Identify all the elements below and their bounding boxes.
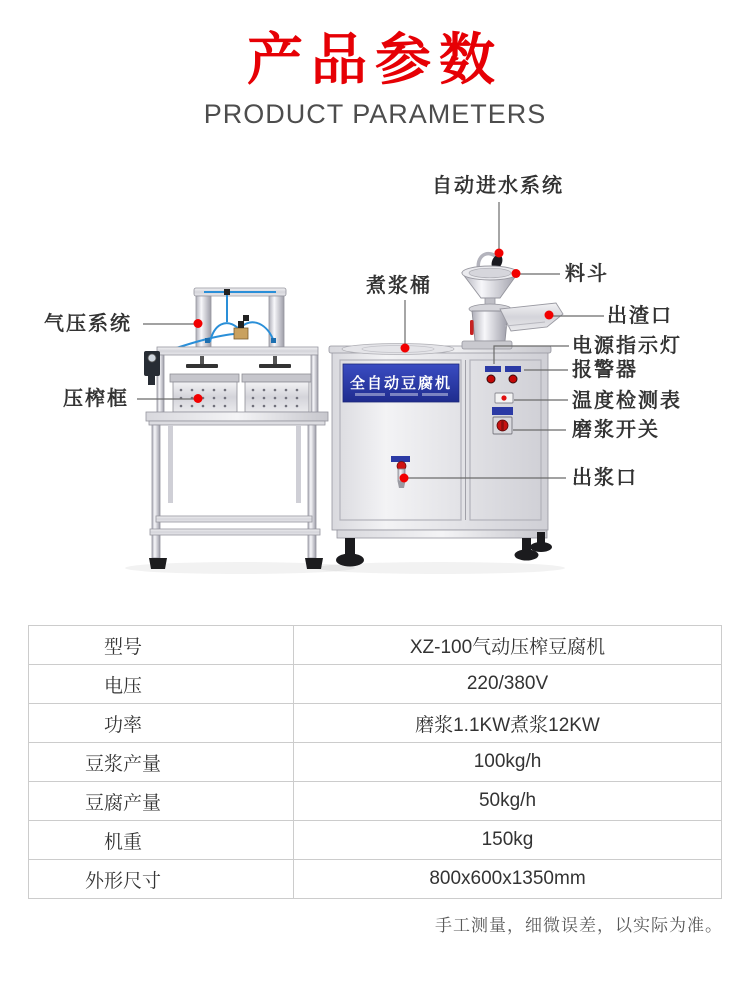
label-grinding-switch: 磨浆开关: [572, 419, 660, 441]
label-temperature-gauge: 温度检测表: [572, 390, 682, 412]
table-row: [29, 626, 722, 665]
spec-label: 豆腐产量: [84, 792, 161, 814]
spec-value: 800x600x1350mm: [294, 860, 722, 899]
temperature-gauge-widget: [495, 393, 513, 403]
table-row: [29, 821, 722, 860]
page-title: 产品参数: [247, 27, 503, 93]
label-alarm: 报警器: [572, 359, 638, 381]
label-pulp-outlet: 出浆口: [572, 467, 638, 489]
label-press-frame: 压榨框: [63, 388, 129, 410]
spec-label: 电压: [103, 675, 142, 697]
table-row: [29, 665, 722, 704]
table-row: [29, 860, 722, 899]
spec-label: 型号: [103, 636, 142, 658]
spec-value: 磨浆1.1KW煮浆12KW: [294, 704, 722, 743]
table-row: [29, 782, 722, 821]
table-row: [29, 743, 722, 782]
spec-value: 150kg: [294, 821, 722, 860]
spec-value: XZ-100气动压榨豆腐机: [294, 626, 722, 665]
air-valve: [234, 328, 248, 339]
label-boiling-barrel: 煮浆桶: [366, 275, 432, 297]
machine-illustration: [0, 160, 750, 605]
spec-label: 豆浆产量: [84, 753, 161, 775]
grinder-unit: [462, 253, 563, 349]
press-rams: [186, 356, 291, 368]
label-slag-outlet: 出渣口: [607, 305, 673, 327]
pneumatic-tubing: [158, 289, 276, 354]
label-pneumatic-system: 气压系统: [44, 313, 132, 335]
press-machine: [144, 288, 328, 569]
spec-label: 机重: [103, 831, 142, 853]
label-hopper: 料斗: [565, 263, 609, 285]
brand-panel-text: 全自动豆腐机: [349, 375, 453, 392]
spec-label: 功率: [103, 714, 142, 736]
label-power-indicator: 电源指示灯: [572, 335, 682, 357]
main-cabinet: [329, 344, 552, 567]
spec-label: 外形尺寸: [84, 870, 161, 892]
brand-panel: [343, 364, 459, 402]
machine-diagram: [0, 160, 750, 605]
spec-value: 50kg/h: [294, 782, 722, 821]
grinding-switch-widget: [492, 407, 513, 434]
spec-value: 220/380V: [294, 665, 722, 704]
table-row: [29, 704, 722, 743]
disclaimer-note: 手工测量，细微误差，以实际为准。: [435, 916, 723, 935]
grinder-motor: [472, 311, 508, 341]
grinder-lever: [470, 320, 474, 335]
page-subtitle: PRODUCT PARAMETERS: [203, 99, 547, 129]
spec-table: [28, 625, 722, 899]
label-auto-water-system: 自动进水系统: [432, 175, 564, 197]
press-boxes: [170, 374, 311, 412]
spec-value: 100kg/h: [294, 743, 722, 782]
